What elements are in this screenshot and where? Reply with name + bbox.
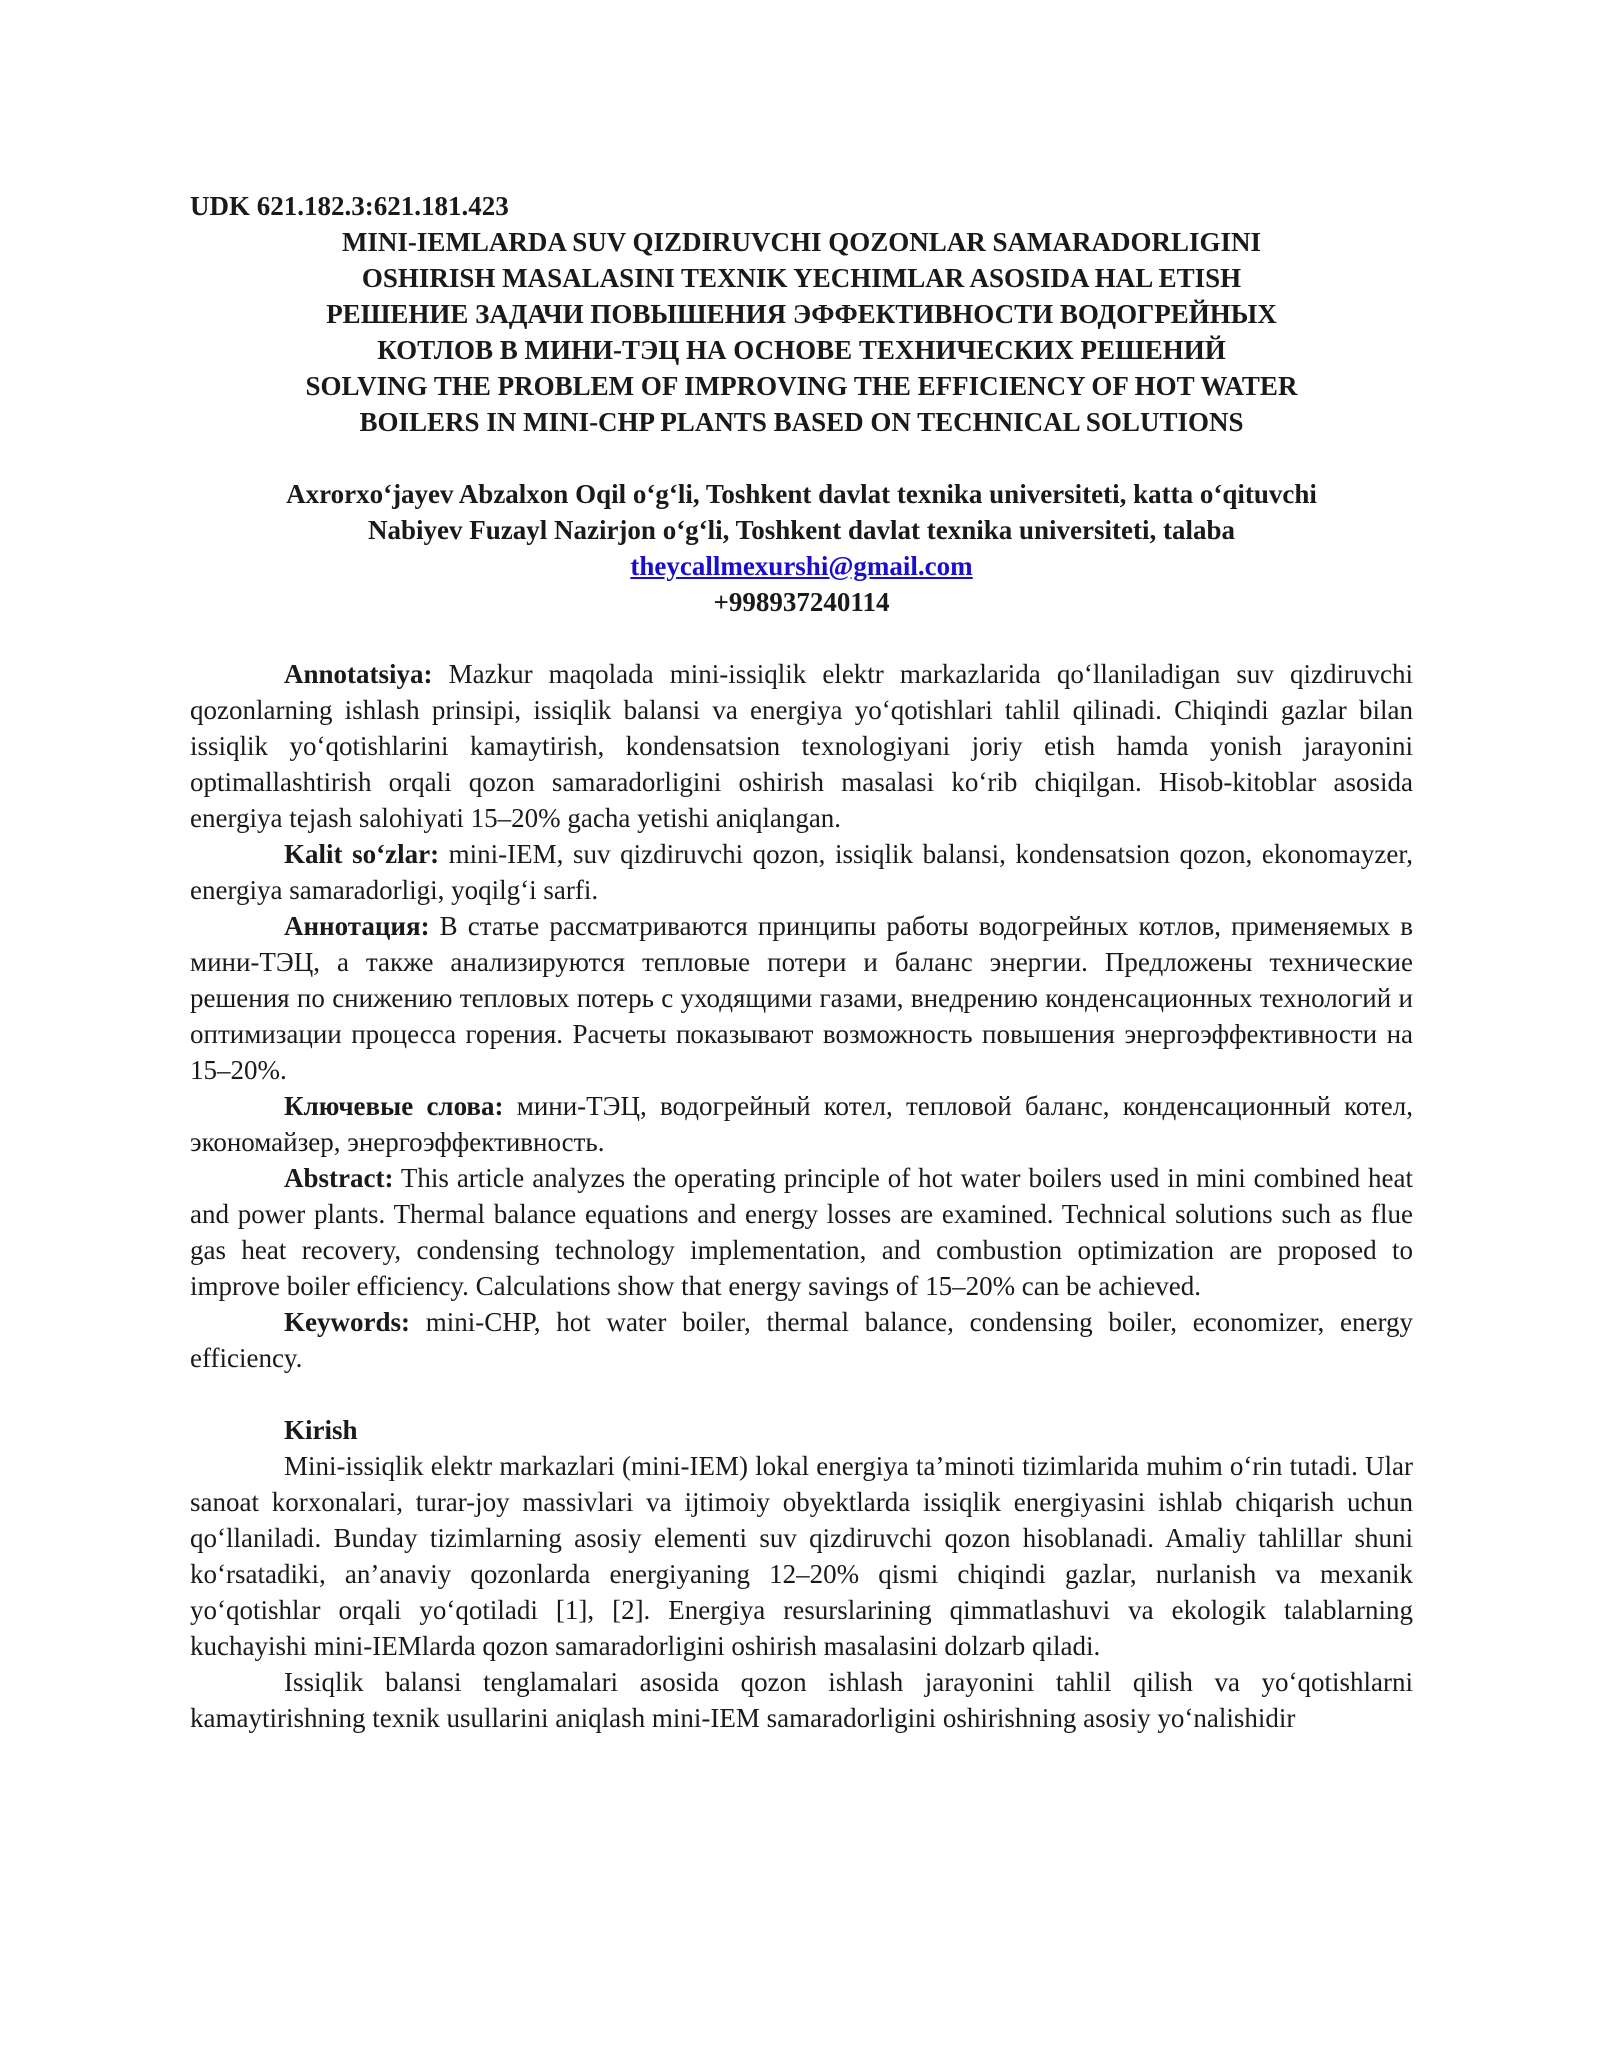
annotation-uz-text: Mazkur maqolada mini-issiqlik elektr markazlarida qoʻllaniladigan suv qizdiruvchi qozonlarning ishlash prinsipi, issiqlik balansi va energiya yoʻqotishlari tahlil qilinadi. Chiqindi gazlar bilan issiqlik yoʻqotishlarini kamaytirish, kondensatsion texnologiyani joriy etish hamda yonish jarayonini optimallashtirish orqali qozon samaradorligini oshirish masalasi koʻrib chiqilgan. Hisob-kitoblar asosida energiya tejash salohiyati 15–20% gacha yetishi aniqlangan. — [190, 659, 1413, 833]
annotation-uz-label: Annotatsiya: — [284, 659, 433, 689]
email-line — [190, 548, 1413, 584]
title-block — [190, 224, 1413, 440]
udk-code: UDK 621.182.3:621.181.423 — [190, 191, 509, 221]
abstract-en-text: This article analyzes the operating principle of hot water boilers used in mini combined heat and power plants. Thermal balance equations and energy losses are examined. Technical solutions such as flue gas heat recovery, condensing technology implementation, and combustion optimization are proposed to improve boiler efficiency. Calculations show that energy savings of 15–20% can be achieved. — [190, 1163, 1413, 1301]
abstract-block — [190, 656, 1413, 1376]
body-paragraph: Issiqlik balansi tenglamalari asosida qozon ishlash jarayonini tahlil qilish va yoʻqotishlarni kamaytirishning texnik usullarini aniqlash mini-IEM samaradorligini oshirishning asosiy yoʻnalishidir — [190, 1667, 1413, 1733]
annotation-ru-text: В статье рассматриваются принципы работы водогрейных котлов, применяемых в мини-ТЭЦ, а также анализируются тепловые потери и баланс энергии. Предложены технические решения по снижению тепловых потерь с уходящими газами, внедрению конденсационных технологий и оптимизации процесса горения. Расчеты показывают возможность повышения энергоэффективности на 15–20%. — [190, 911, 1413, 1085]
annotation-uz — [190, 656, 1413, 836]
keywords-en — [190, 1304, 1413, 1376]
title-line: SOLVING THE PROBLEM OF IMPROVING THE EFFICIENCY OF HOT WATER — [305, 371, 1298, 401]
title-line: MINI-IEMLARDA SUV QIZDIRUVCHI QOZONLAR SAMARADORLIGINI — [341, 227, 1262, 257]
annotation-ru-label: Аннотация: — [284, 911, 430, 941]
keywords-uz — [190, 836, 1413, 908]
abstract-en-label: Abstract: — [284, 1163, 394, 1193]
keywords-uz-text: mini-IEM, suv qizdiruvchi qozon, issiqlik balansi, kondensatsion qozon, ekonomayzer, energiya samaradorligi, yoqilgʻi sarfi. — [190, 839, 1413, 905]
section-heading: Kirish — [284, 1415, 358, 1445]
annotation-ru — [190, 908, 1413, 1088]
keywords-ru-label: Ключевые слова: — [284, 1091, 504, 1121]
keywords-uz-label: Kalit soʻzlar: — [284, 839, 440, 869]
keywords-ru-text: мини-ТЭЦ, водогрейный котел, тепловой баланс, конденсационный котел, экономайзер, энергоэффективность. — [190, 1091, 1413, 1157]
title-line: КОТЛОВ В МИНИ-ТЭЦ НА ОСНОВЕ ТЕХНИЧЕСКИХ РЕШЕНИЙ — [377, 335, 1226, 365]
body-paragraph: Mini-issiqlik elektr markazlari (mini-IEM) lokal energiya ta’minoti tizimlarida muhim oʻrin tutadi. Ular sanoat korxonalari, turar-joy massivlari va ijtimoiy obyektlarda issiqlik energiyasini ishlab chiqarish uchun qoʻllaniladi. Bunday tizimlarning asosiy elementi suv qizdiruvchi qozon hisoblanadi. Amaliy tahlillar shuni koʻrsatadiki, an’anaviy qozonlarda energiyaning 12–20% qismi chiqindi gazlar, nurlanish va mexanik yoʻqotishlar orqali yoʻqotiladi [1], [2]. Energiya resurslarining qimmatlashuvi va ekologik talablarning kuchayishi mini-IEMlarda qozon samaradorligini oshirish masalasini dolzarb qiladi. — [190, 1451, 1413, 1661]
author-block — [190, 476, 1413, 620]
title-line: OSHIRISH MASALASINI TEXNIK YECHIMLAR ASOSIDA HAL ETISH — [361, 263, 1242, 293]
author-line: Axrorxoʻjayev Abzalxon Oqil oʻgʻli, Toshkent davlat texnika universiteti, katta oʻqituvchi — [286, 479, 1317, 509]
title-line: BOILERS IN MINI-CHP PLANTS BASED ON TECHNICAL SOLUTIONS — [359, 407, 1244, 437]
abstract-en — [190, 1160, 1413, 1304]
keywords-ru — [190, 1088, 1413, 1160]
author-line: Nabiyev Fuzayl Nazirjon oʻgʻli, Toshkent davlat texnika universiteti, talaba — [367, 515, 1236, 545]
introduction-section — [190, 1412, 1413, 1736]
paper-page — [190, 188, 1413, 1736]
phone-number: +998937240114 — [713, 587, 890, 617]
email-link[interactable]: theycallmexurshi@gmail.com — [630, 551, 973, 581]
keywords-en-text: mini-CHP, hot water boiler, thermal balance, condensing boiler, economizer, energy efficiency. — [190, 1307, 1413, 1373]
keywords-en-label: Keywords: — [284, 1307, 410, 1337]
title-line: РЕШЕНИЕ ЗАДАЧИ ПОВЫШЕНИЯ ЭФФЕКТИВНОСТИ ВОДОГРЕЙНЫХ — [326, 299, 1277, 329]
